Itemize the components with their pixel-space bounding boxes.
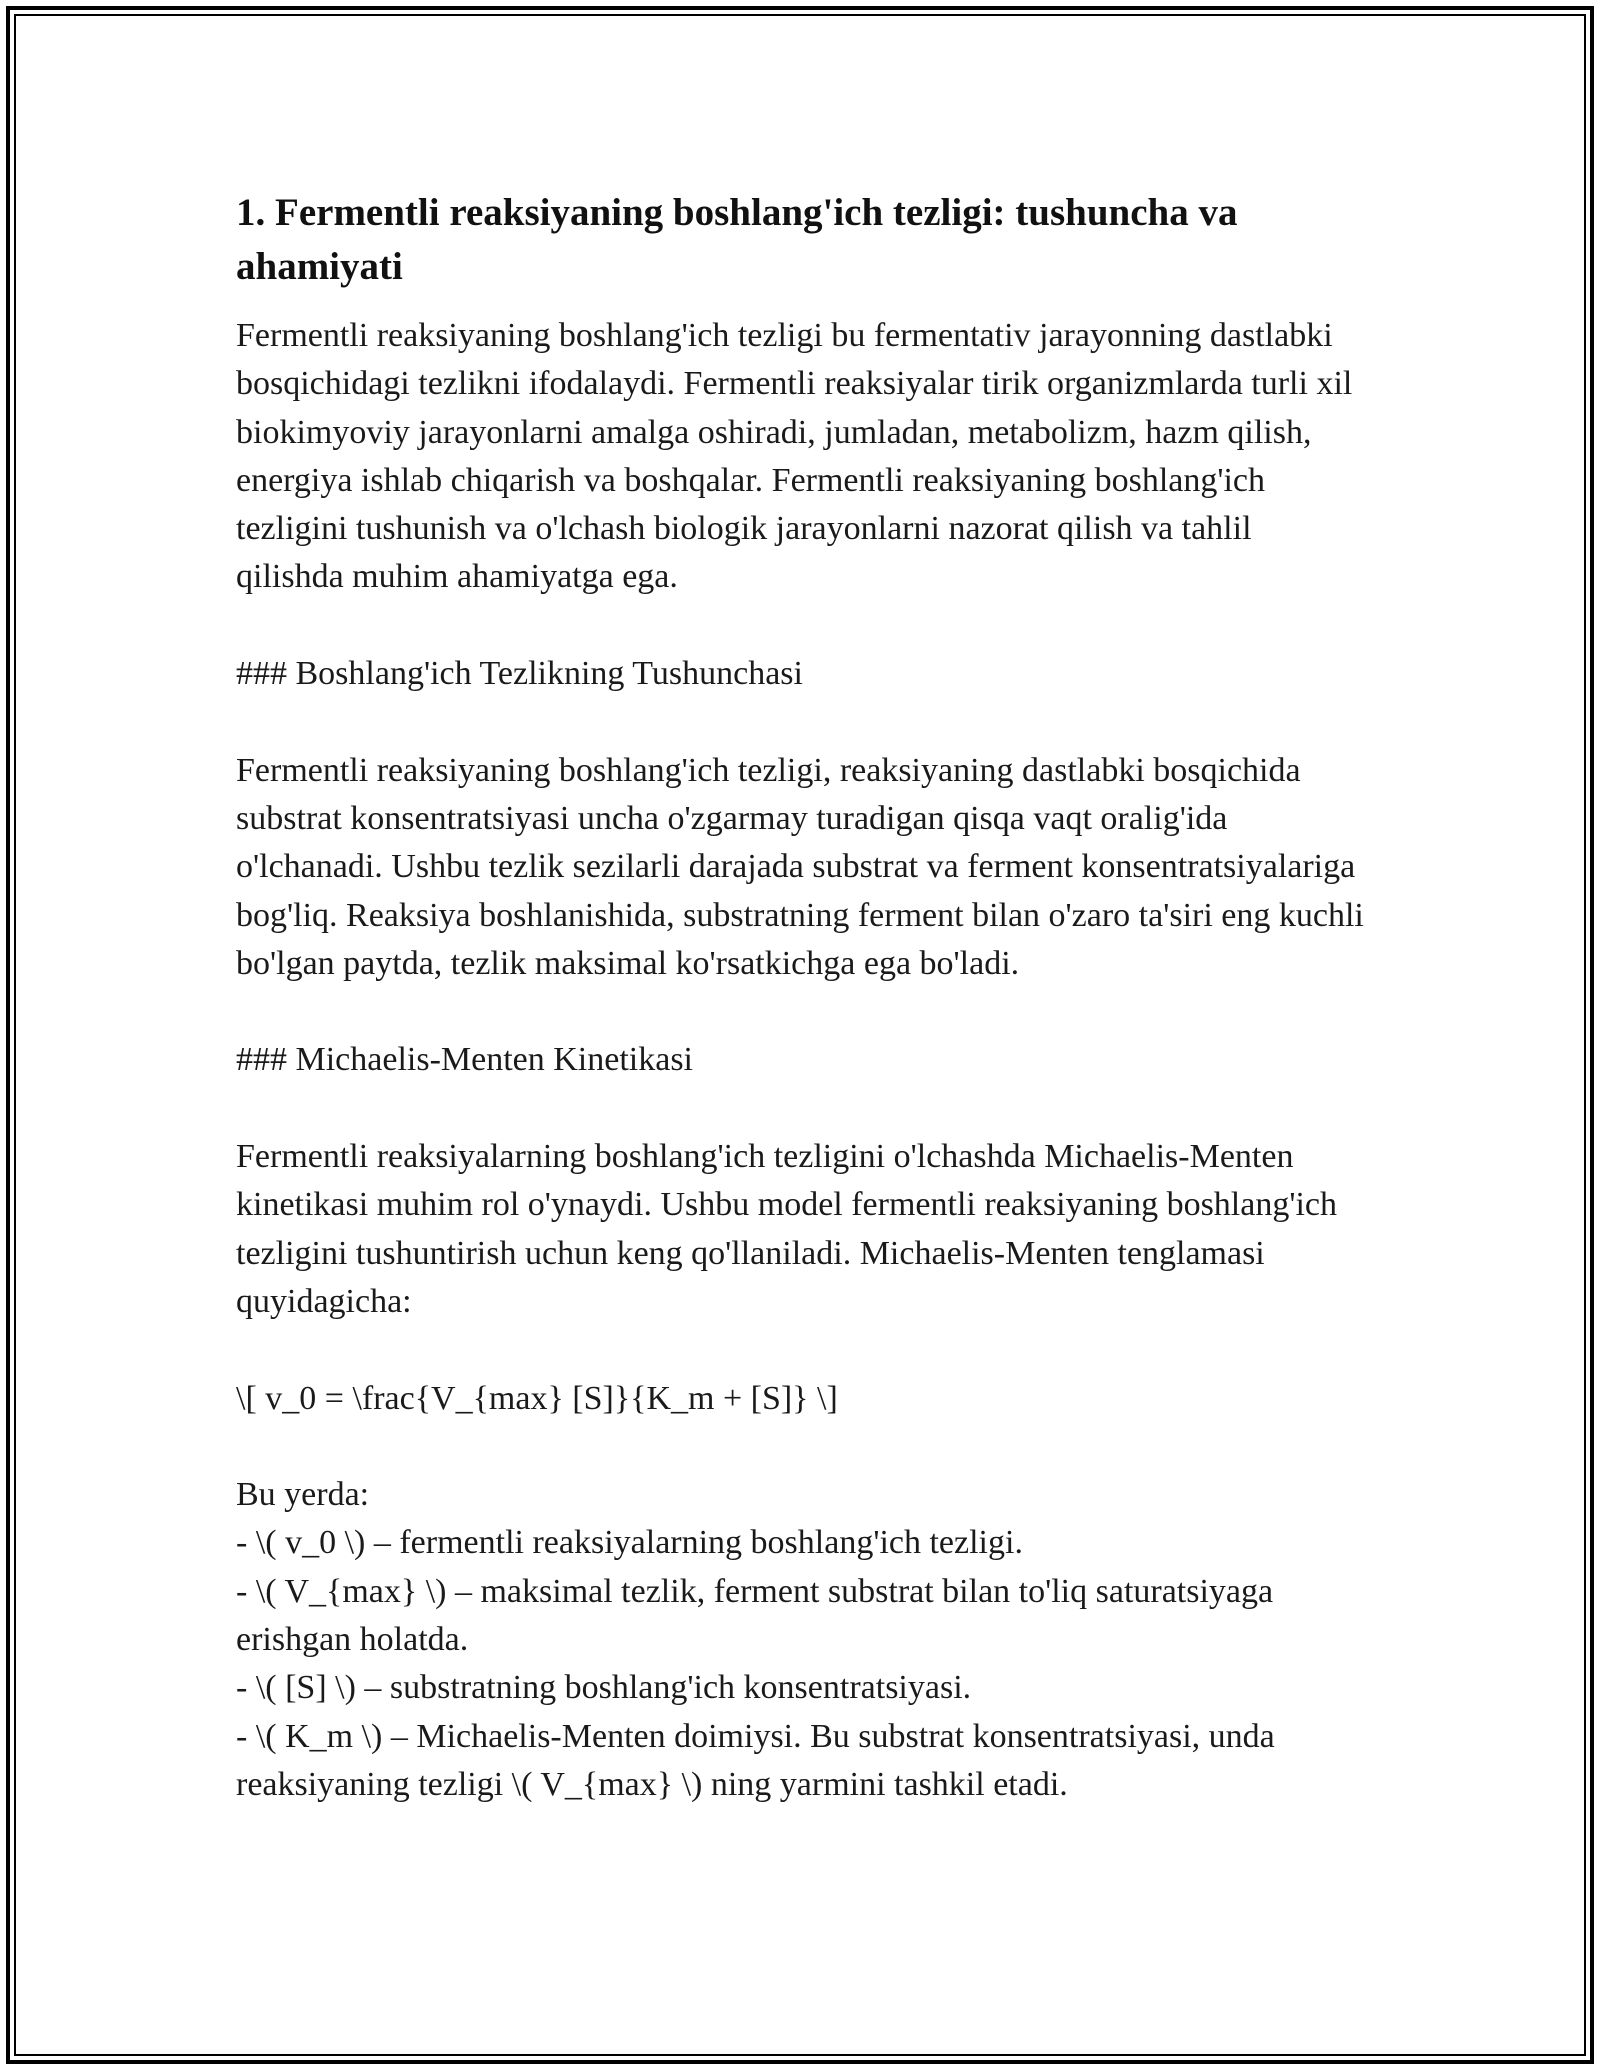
section-heading-boshlangich: ### Boshlang'ich Tezlikning Tushunchasi xyxy=(236,655,803,693)
spacer xyxy=(236,602,1366,650)
definition-item: - \( v_0 \) – fermentli reaksiyalarning boshlang'ich tezligi. xyxy=(236,1524,1023,1562)
spacer xyxy=(236,1423,1366,1471)
definitions-list xyxy=(236,1471,1366,1809)
spacer xyxy=(236,1085,1366,1133)
spacer xyxy=(236,1326,1366,1374)
document-body xyxy=(236,186,1373,1809)
document-title: 1. Fermentli reaksiyaning boshlang'ich tezligi: tushuncha va ahamiyati xyxy=(236,191,1238,288)
definition-item: - \( K_m \) – Michaelis-Menten doimiysi. Bu substrat konsentratsiyasi, unda reaksiyaning tezligi \( V_{max} \) ning yarmini tashkil etadi. xyxy=(236,1717,1275,1803)
section-paragraph-boshlangich: Fermentli reaksiyaning boshlang'ich tezligi, reaksiyaning dastlabki bosqichida substrat konsentratsiyasi uncha o'zgarmay turadigan qisqa vaqt oralig'ida o'lchanadi. Ushbu tezlik sezilarli darajada substrat va ferment konsentratsiyalariga bog'liq. Reaksiya boshlanishida, substratning ferment bilan o'zaro ta'siri eng kuchli bo'lgan paytda, tezlik maksimal ko'rsatkichga ega bo'ladi. xyxy=(236,751,1373,982)
where-label: Bu yerda: xyxy=(236,1476,370,1514)
definition-item: - \( V_{max} \) – maksimal tezlik, ferment substrat bilan to'liq saturatsiyaga erishgan holatda. xyxy=(236,1572,1274,1659)
equation: \[ v_0 = \frac{V_{max} [S]}{K_m + [S]} \] xyxy=(236,1379,838,1417)
spacer xyxy=(236,988,1366,1036)
section-heading-michaelis: ### Michaelis-Menten Kinetikasi xyxy=(236,1041,694,1079)
definition-item: - \( [S] \) – substratning boshlang'ich konsentratsiyasi. xyxy=(236,1669,972,1707)
intro-paragraph: Fermentli reaksiyaning boshlang'ich tezligi bu fermentativ jarayonning dastlabki bosqichidagi tezlikni ifodalaydi. Fermentli reaksiyalar tirik organizmlarda turli xil biokimyoviy jarayonlarni amalga oshiradi, jumladan, metabolizm, hazm qilish, energiya ishlab chiqarish va boshqalar. Fermentli reaksiyaning boshlang'ich tezligini tushunish va o'lchash biologik jarayonlarni nazorat qilish va tahlil qilishda muhim ahamiyatga ega. xyxy=(236,317,1361,596)
section-paragraph-michaelis: Fermentli reaksiyalarning boshlang'ich tezligini o'lchashda Michaelis-Menten kinetikasi muhim rol o'ynaydi. Ushbu model fermentli reaksiyaning boshlang'ich tezligini tushuntirish uchun keng qo'llaniladi. Michaelis-Menten tenglamasi quyidagicha: xyxy=(236,1138,1346,1320)
spacer xyxy=(236,698,1366,746)
